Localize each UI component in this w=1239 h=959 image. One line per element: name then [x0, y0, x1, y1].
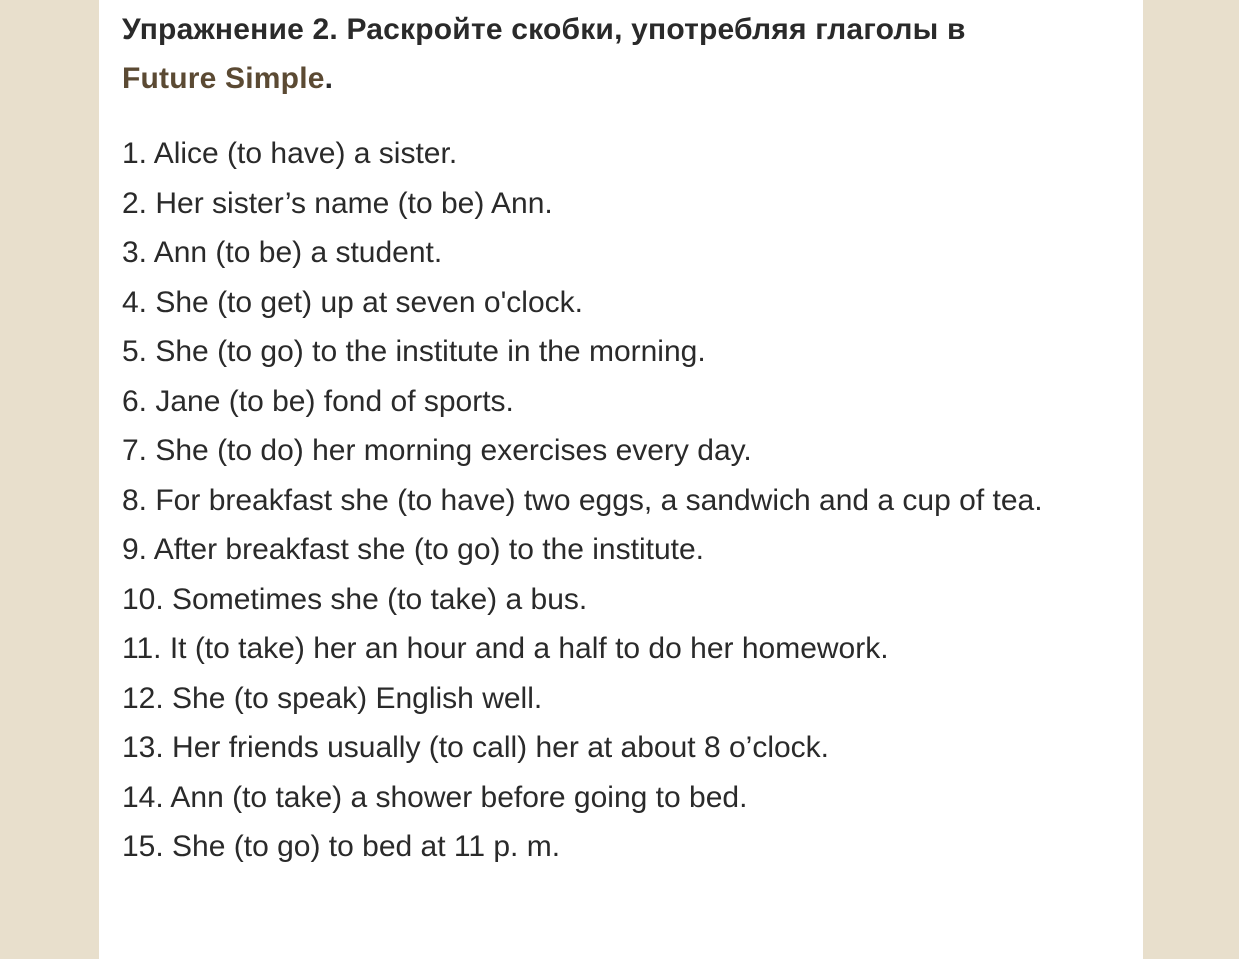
exercise-item-15: 15. She (to go) to bed at 11 p. m.	[122, 830, 561, 863]
exercise-item-1: 1. Alice (to have) a sister.	[122, 137, 458, 170]
heading-text: Упражнение 2. Раскройте скобки, употребляя глаголы в	[122, 13, 966, 46]
exercise-heading	[122, 5, 1122, 103]
page-sheet	[99, 0, 1143, 959]
exercise-item-5: 5. She (to go) to the institute in the morning.	[122, 335, 706, 368]
exercise-item-10: 10. Sometimes she (to take) a bus.	[122, 582, 588, 616]
exercise-item-12: 12. She (to speak) English well.	[122, 681, 543, 715]
exercise-item-6: 6. Jane (to be) fond of sports.	[122, 384, 514, 418]
exercise-list	[122, 129, 1122, 872]
exercise-item-4: 4. She (to get) up at seven o'clock.	[122, 285, 583, 319]
exercise-item-3: 3. Ann (to be) a student.	[122, 236, 443, 269]
exercise-item-9: 9. After breakfast she (to go) to the institute.	[122, 533, 704, 566]
exercise-item-2: 2. Her sister’s name (to be) Ann.	[122, 186, 553, 220]
exercise-item-8: 8. For breakfast she (to have) two eggs, a sandwich and a cup of tea.	[122, 483, 1043, 517]
exercise-item-13: 13. Her friends usually (to call) her at about 8 o’clock.	[122, 731, 830, 764]
heading-period: .	[324, 62, 334, 95]
future-simple-link[interactable]: Future Simple	[122, 62, 325, 95]
exercise-content	[122, 5, 1122, 872]
exercise-item-11: 11. It (to take) her an hour and a half to do her homework.	[122, 632, 889, 665]
exercise-item-7: 7. She (to do) her morning exercises every day.	[122, 434, 752, 467]
exercise-item-14: 14. Ann (to take) a shower before going to bed.	[122, 780, 748, 814]
